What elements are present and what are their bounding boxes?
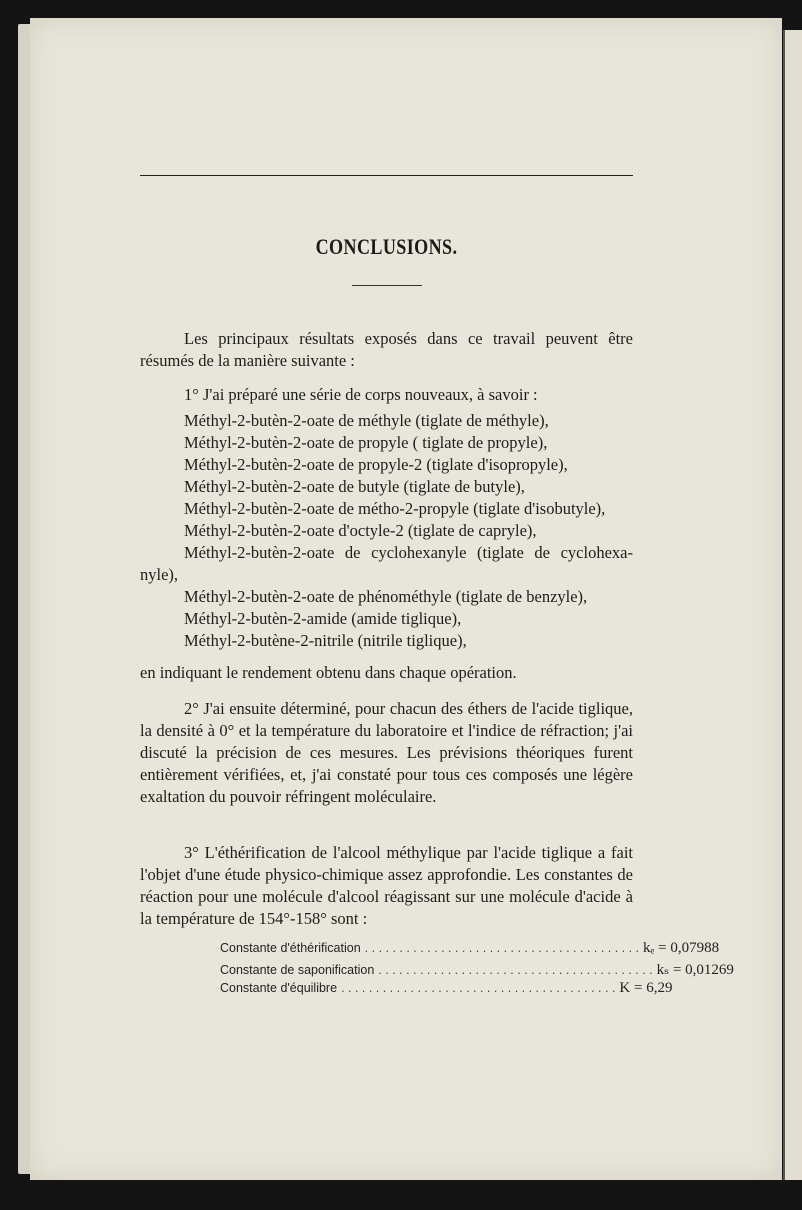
intro-paragraph: Les principaux résultats exposés dans ce travail peuvent être résumés de la manière suivante : bbox=[140, 329, 633, 370]
constant-row-etherification bbox=[220, 940, 720, 958]
section-1-closing: en indiquant le rendement obtenu dans chaque opération. bbox=[140, 663, 517, 682]
list-item: Méthyl-2-butèn-2-oate de propyle-2 (tiglate d'isopropyle), bbox=[184, 455, 568, 474]
list-item: Méthyl-2-butèn-2-oate de cyclohexanyle (tiglate de cyclohexa- nyle), bbox=[140, 543, 633, 584]
list-item: Méthyl-2-butèn-2-amide (amide tiglique), bbox=[184, 609, 462, 628]
constant-row-saponification bbox=[220, 960, 734, 978]
title-underline bbox=[352, 285, 422, 286]
header-rule bbox=[140, 175, 633, 176]
constant-label: Constante d'équilibre bbox=[220, 981, 338, 995]
constant-row-equilibrium bbox=[220, 980, 673, 998]
list-item: Méthyl-2-butène-2-nitrile (nitrile tiglique), bbox=[184, 631, 467, 650]
constant-value: K = 6,29 bbox=[619, 980, 673, 996]
section-3-paragraph: 3° L'éthérification de l'alcool méthylique par l'acide tiglique a fait l'objet d'une étude physico-chimique assez approfondie. Les constantes de réaction pour une molécule d'alcool réagissant sur une molécule d'acide à la température de 154°-158° sont : bbox=[140, 843, 633, 928]
leader-dots: . . . . . . . . . . . . . . . . . . . . . . . . . . . . . . . . . . . . . . . . bbox=[364, 941, 640, 955]
list-item: Méthyl-2-butèn-2-oate de propyle ( tiglate de propyle), bbox=[184, 433, 548, 452]
section-2-paragraph: 2° J'ai ensuite déterminé, pour chacun des éthers de l'acide tiglique, la densité à 0° et la température du laboratoire et l'indice de réfraction; j'ai discuté la précision de ces mesures. Les prévisions théoriques furent entièrement vérifiées, et, j'ai constaté pour tous ces composés une légère exaltation du pouvoir réfringent moléculaire. bbox=[140, 699, 633, 806]
list-item: Méthyl-2-butèn-2-oate de méthyle (tiglate de méthyle), bbox=[184, 411, 549, 430]
leader-dots: . . . . . . . . . . . . . . . . . . . . . . . . . . . . . . . . . . . . . . . . bbox=[341, 981, 616, 995]
adjacent-page-edge bbox=[783, 30, 802, 1180]
list-item: Méthyl-2-butèn-2-oate de butyle (tiglate de butyle), bbox=[184, 477, 525, 496]
list-item: Méthyl-2-butèn-2-oate de métho-2-propyle (tiglate d'isobutyle), bbox=[184, 499, 606, 518]
constant-value: kₑ = 0,07988 bbox=[643, 940, 720, 956]
list-item: Méthyl-2-butèn-2-oate de phénométhyle (tiglate de benzyle), bbox=[184, 587, 588, 606]
leader-dots: . . . . . . . . . . . . . . . . . . . . . . . . . . . . . . . . . . . . . . . . bbox=[378, 963, 653, 977]
constant-label: Constante d'éthérification bbox=[220, 941, 361, 955]
list-item: Méthyl-2-butèn-2-oate d'octyle-2 (tiglate de capryle), bbox=[184, 521, 537, 540]
constant-value: kₛ = 0,01269 bbox=[656, 962, 734, 978]
page-title: CONCLUSIONS. bbox=[315, 234, 458, 259]
constant-label: Constante de saponification bbox=[220, 963, 375, 977]
section-1-lead: 1° J'ai préparé une série de corps nouveaux, à savoir : bbox=[184, 385, 538, 404]
